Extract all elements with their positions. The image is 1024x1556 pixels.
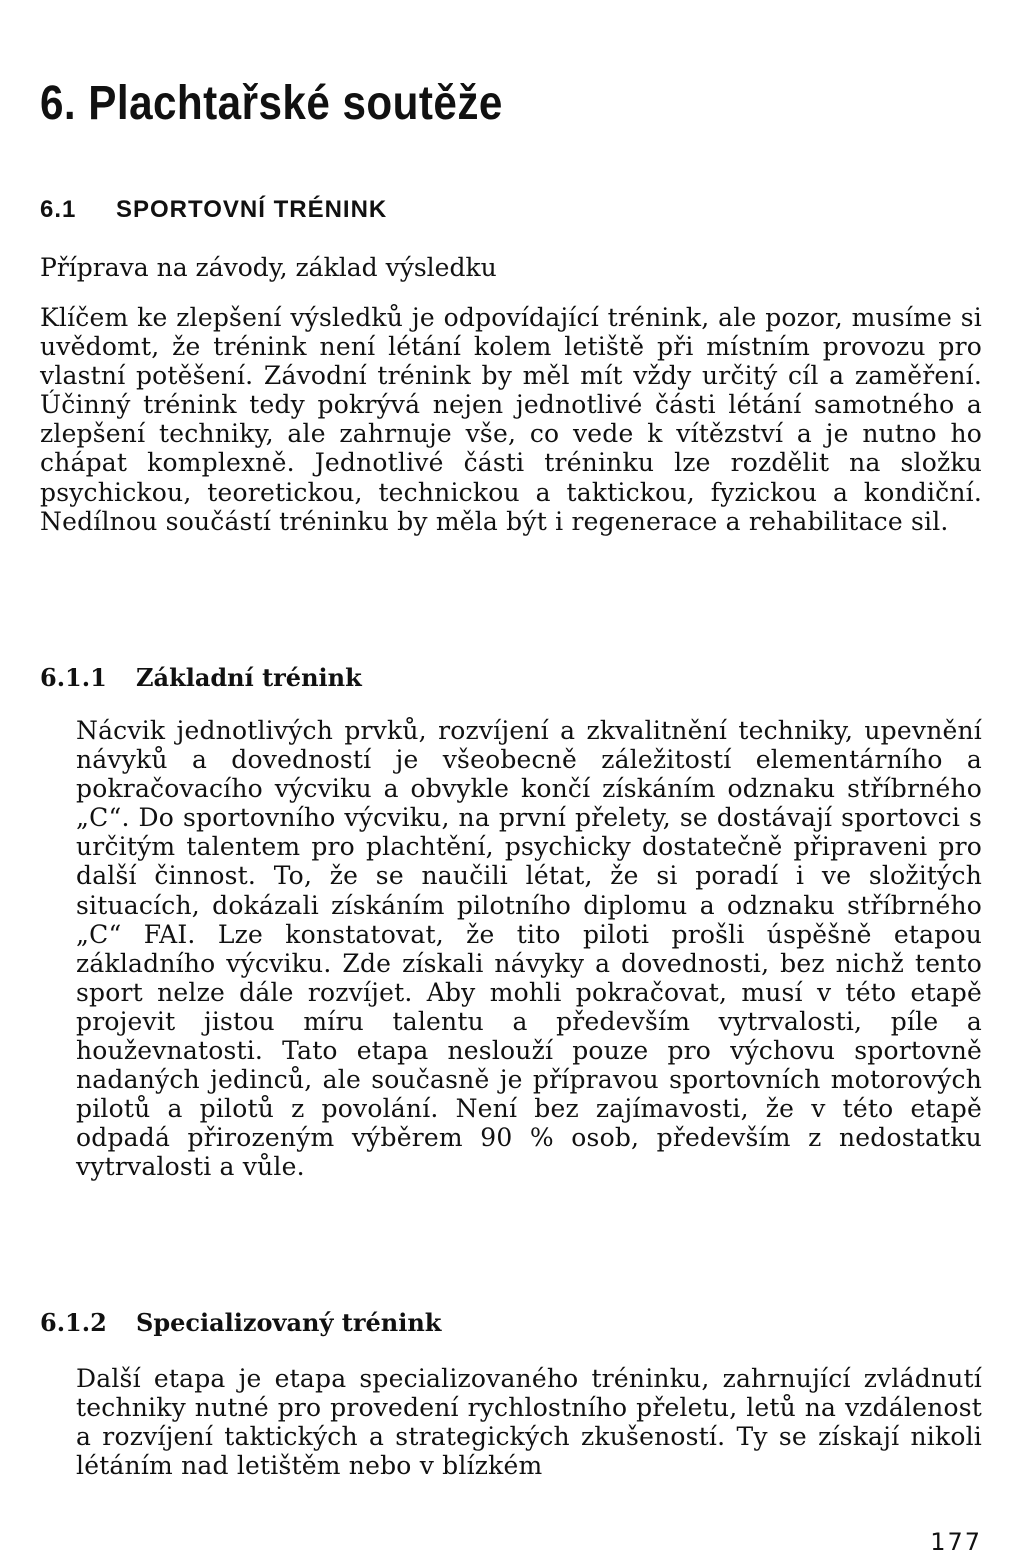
section-number: 6.1 — [40, 196, 77, 223]
section-heading — [40, 196, 387, 224]
page-number: 177 — [930, 1528, 982, 1556]
subsection-number: 6.1.1 — [40, 663, 107, 692]
subsection-heading-basic-training — [40, 663, 362, 692]
subsection-number: 6.1.2 — [40, 1308, 107, 1337]
book-page — [40, 0, 982, 1542]
section-subtitle: Příprava na závody, základ výsledku — [40, 253, 497, 282]
subsection-heading-specialized-training — [40, 1308, 441, 1337]
basic-training-paragraph: Nácvik jednotlivých prvků, rozvíjení a zkvalitnění techniky, upevnění návyků a dovedností je všeobecně záležitostí elementárního a pokračovacího výcviku a obvykle končí získáním odznaku stříbrného „C“. Do sportovního výcviku, na první přelety, se dostávají sportovci s určitým talentem pro plachtění, psychicky dostatečně připraveni pro další činnost. To, že se naučili létat, že si poradí i ve složitých situacích, dokázali získáním pilotního diplomu a odznaku stříbrného „C“ FAI. Lze konstatovat, že tito piloti prošli úspěšně etapou základního výcviku. Zde získali návyky a dovednosti, bez nichž tento sport nelze dále rozvíjet. Aby mohli pokračovat, musí v této etapě projevit jistou míru talentu a především vytrvalosti, píle a houževnatosti. Tato etapa neslouží pouze pro výchovu sportovně nadaných jedinců, ale současně je přípravou sportovních motorových pilotů a pilotů z povolání. Není bez zajímavosti, že v této etapě odpadá přirozeným výběrem 90 % osob, především z nedostatku vytrvalosti a vůle. — [76, 716, 982, 1182]
section-title: SPORTOVNÍ TRÉNINK — [116, 196, 388, 223]
specialized-training-paragraph: Další etapa je etapa specializovaného tréninku, zahrnující zvládnutí techniky nutné pro provedení rychlostního přeletu, letů na vzdálenost a rozvíjení taktických a strategických zkušeností. Ty se získají nikoli létáním nad letištěm nebo v blízkém — [76, 1364, 982, 1481]
subsection-title: Specializovaný trénink — [136, 1308, 442, 1337]
section-paragraph: Klíčem ke zlepšení výsledků je odpovídající trénink, ale pozor, musíme si uvědomt, že trénink není létání kolem letiště při místním provozu pro vlastní potěšení. Závodní trénink by měl mít vždy určitý cíl a zaměření. Účinný trénink tedy pokrývá nejen jednotlivé části létání samotného a zlepšení techniky, ale zahrnuje vše, co vede k vítězství a je nutno ho chápat komplexně. Jednotlivé části tréninku lze rozdělit na složku psychickou, teoretickou, technickou a taktickou, fyzickou a kondiční. Nedílnou součástí tréninku by měla být i regenerace a rehabilitace sil. — [40, 303, 982, 536]
subsection-title: Základní trénink — [136, 663, 362, 692]
chapter-title: 6. Plachtařské soutěže — [40, 77, 503, 130]
